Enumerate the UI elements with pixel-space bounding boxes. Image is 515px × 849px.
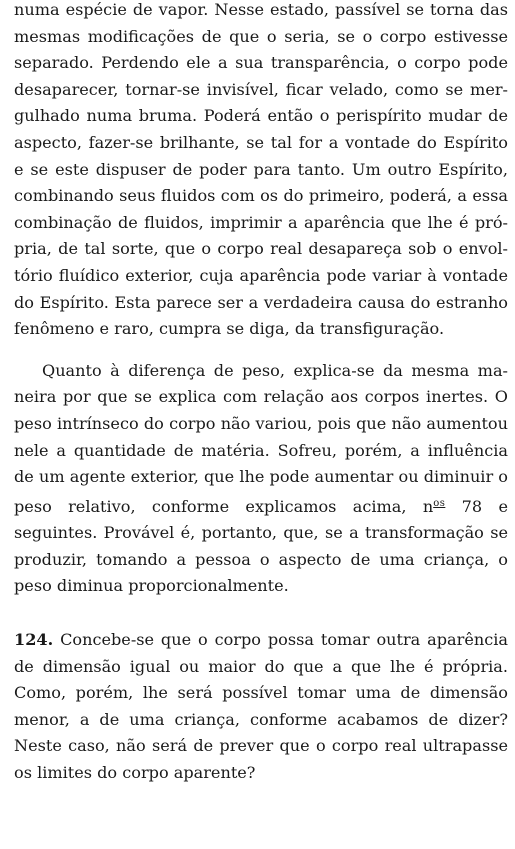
document-page [14, 0, 508, 787]
paragraph-text: numa espécie de vapor. Nesse estado, passível se torna das mesmas modificações de que o seria, se o corpo estivesse separado. Perdendo ele a sua transparência, o corpo pode desaparecer, tornar-se invisível, ficar velado, como se mergulhado numa bruma. Poderá então o perispírito mudar de aspecto, fazer-se brilhante, se tal for a vontade do Espírito e se este dispuser de poder para tanto. Um outro Espírito, combinando seus fluidos com os do primeiro, poderá, a essa combinação de fluidos, imprimir a aparência que lhe é própria, de tal sorte, que o corpo real desapareça sob o envoltório fluídico exterior, cuja aparência pode variar à vontade do Espírito. Esta parece ser a verdadeira causa do estranho fenômeno e raro, cumpra se diga, da transfiguração. [14, 0, 508, 339]
question-text: Concebe-se que o corpo possa tomar outra aparência de dimensão igual ou maior do que a que lhe é própria. Como, porém, lhe será possível tomar uma de dimensão menor, a de uma criança, conforme acabamos de dizer? Neste caso, não será de prever que o corpo real ultrapasse os limites do corpo aparente? [14, 630, 508, 783]
paragraph-text-after-ordinal: 78 e seguintes. Provável é, portanto, que, se a transformação se produzir, tomando a pessoa o aspecto de uma criança, o peso diminua proporcionalmente. [14, 496, 509, 596]
paragraph-weight [14, 358, 508, 600]
paragraph-transfiguration [14, 0, 508, 343]
question-number: 124. [14, 630, 54, 650]
question-124 [14, 627, 508, 787]
paragraph-text-before-ordinal: Quanto à diferença de peso, explica-se da mesma maneira por que se explica com relação aos corpos inertes. O peso intrínseco do corpo não variou, pois que não aumentou nele a quantidade de matéria. Sofreu, porém, a influência de um agente exterior, que lhe pode aumentar ou diminuir o peso relativo, conforme explicamos acima, n [14, 360, 508, 516]
ordinal-superscript: os [433, 497, 446, 509]
